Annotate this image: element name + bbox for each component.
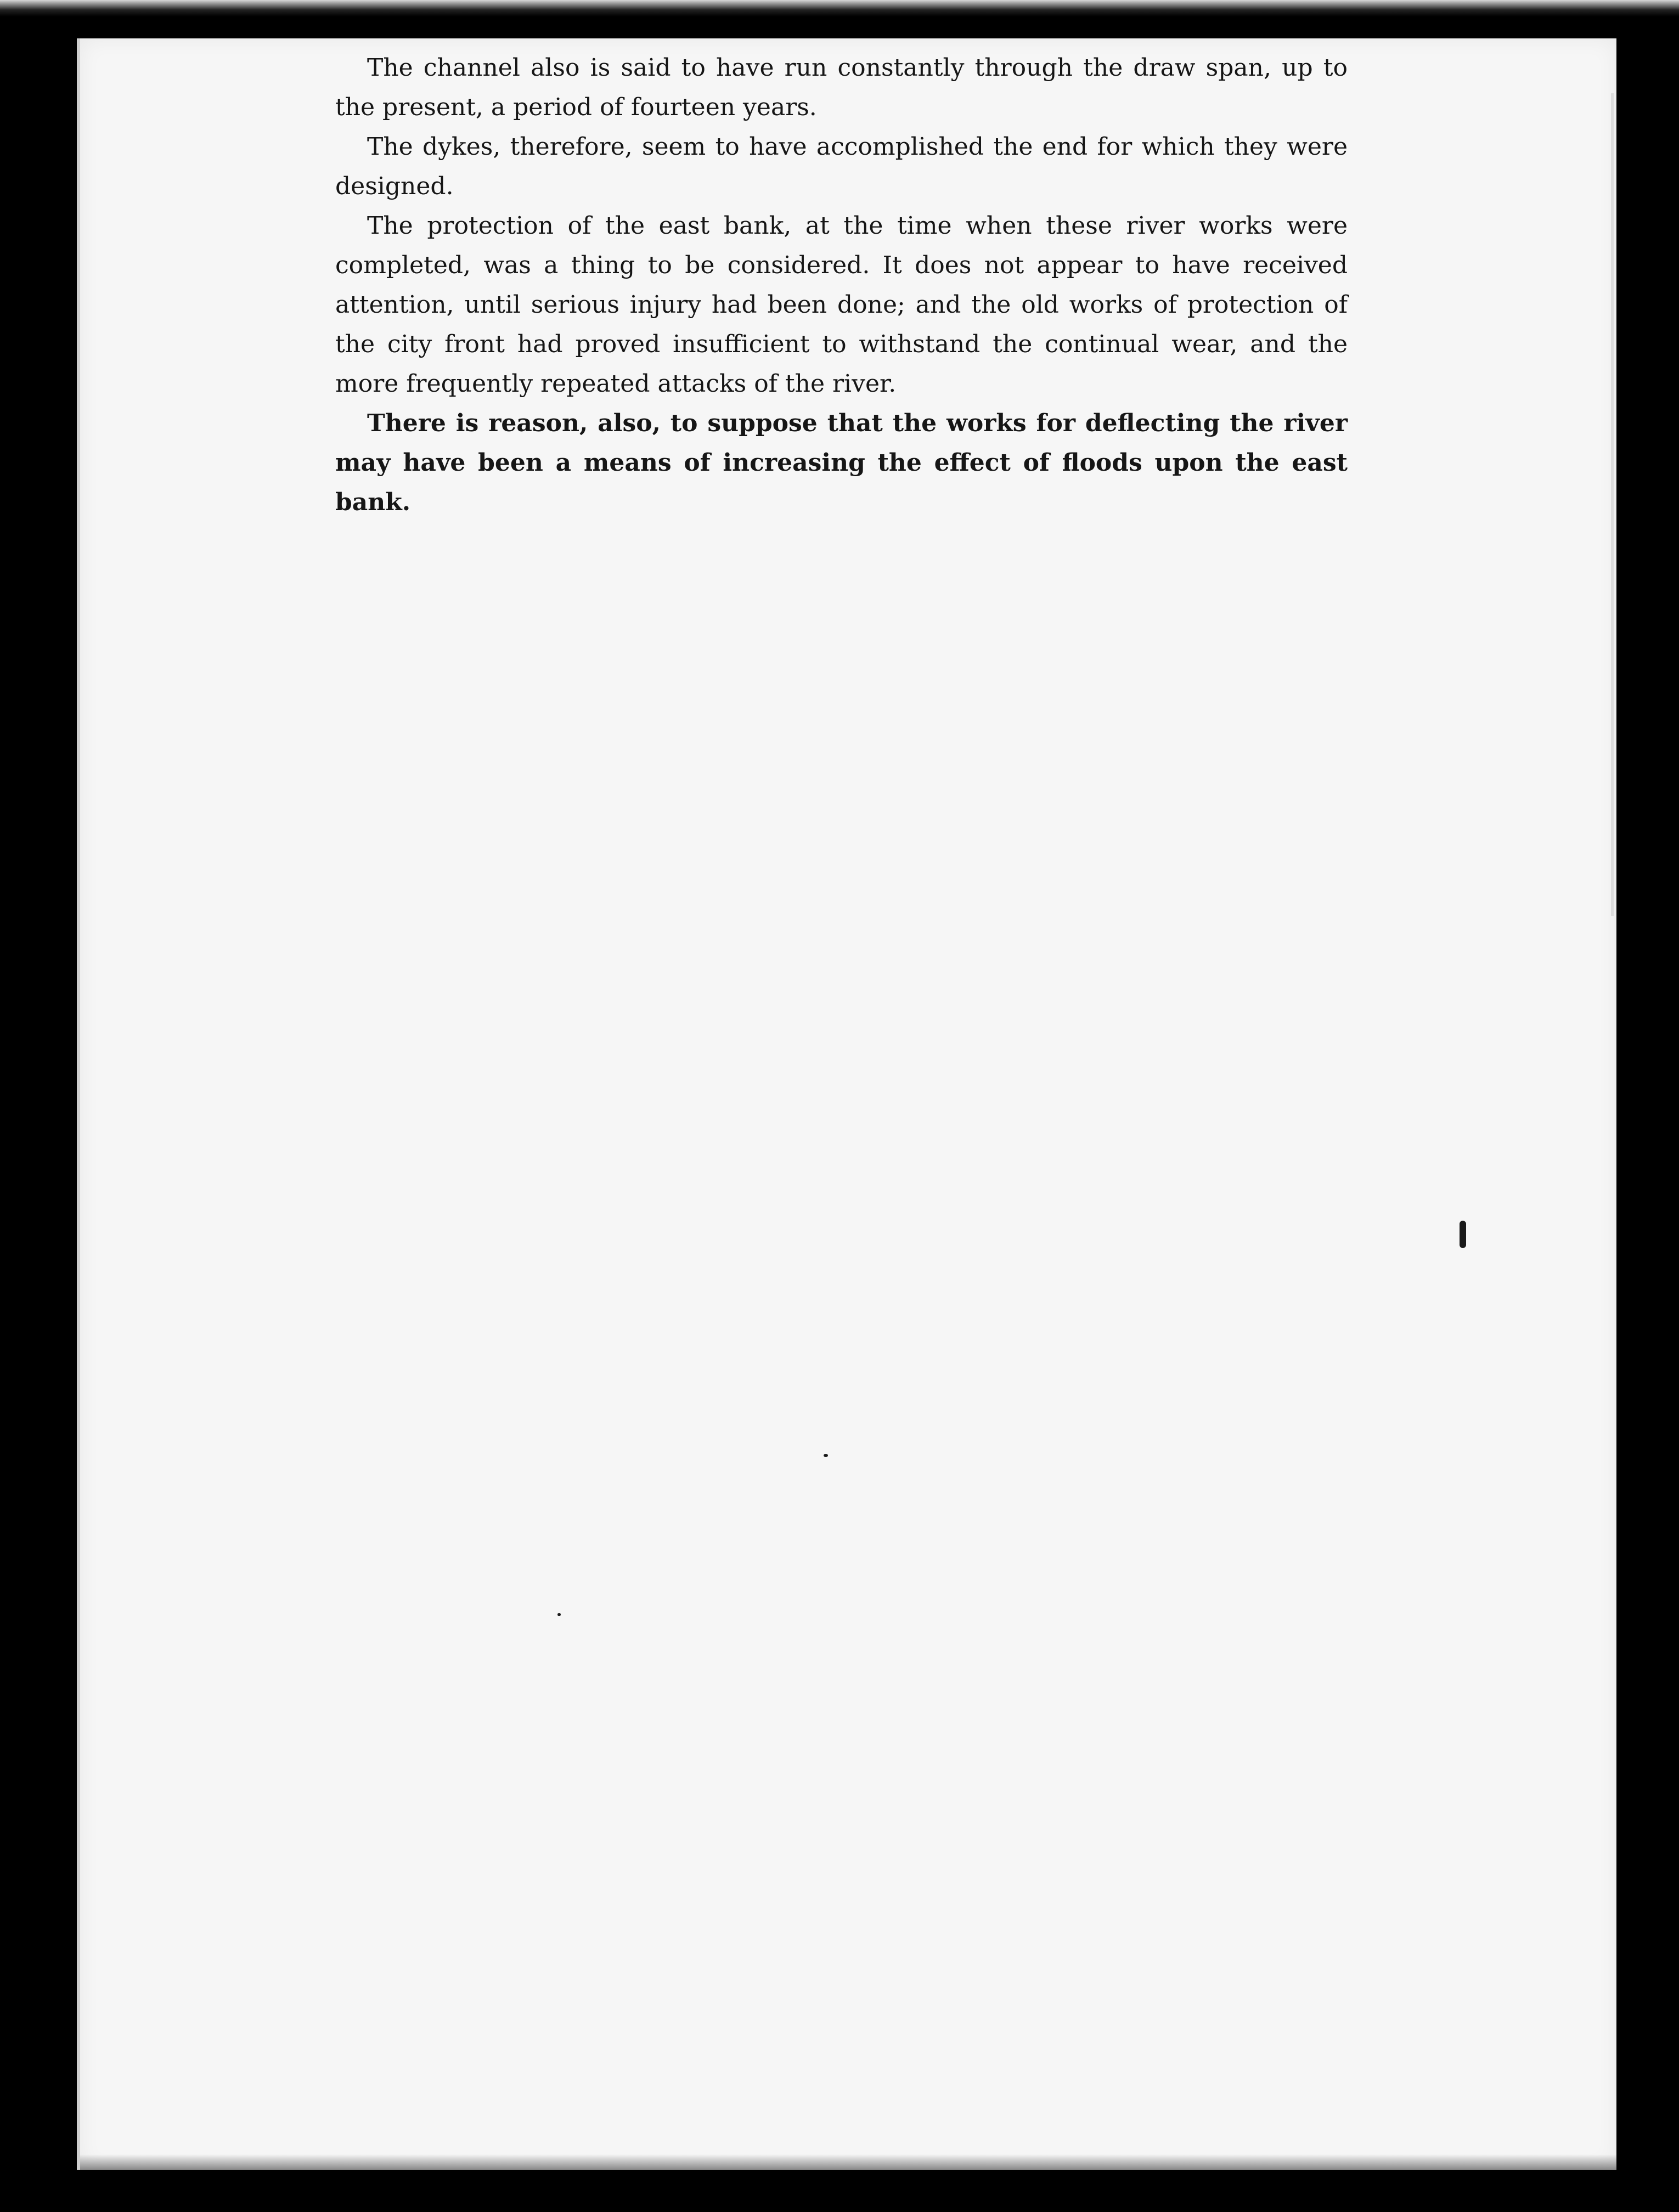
scan-frame-top — [0, 0, 1679, 16]
scan-scratch — [1611, 93, 1614, 916]
paragraph-dykes: The dykes, therefore, seem to have accomplished the end for which they were designed. — [335, 133, 1348, 200]
paragraph-floods: There is reason, also, to suppose that the works for deflecting the river may have been a means of increasing the effect of floods upon the east bank. — [335, 409, 1348, 516]
paragraph-east-bank-protection: The protection of the east bank, at the time when these river works were completed, was a thing to be considered. It does not appear to have received attention, until serious injury had been done; and the old works of protection of the city front had proved insufficient to withstand the continual wear, and the more frequently repeated attacks of the river. — [335, 212, 1348, 398]
document-page — [77, 38, 1616, 2170]
ink-speck — [824, 1454, 828, 1457]
body-text — [335, 48, 1348, 522]
ink-speck — [1460, 1221, 1466, 1248]
paragraph-channel: The channel also is said to have run constantly through the draw span, up to the present, a period of fourteen years. — [335, 54, 1348, 121]
ink-speck — [557, 1613, 561, 1616]
